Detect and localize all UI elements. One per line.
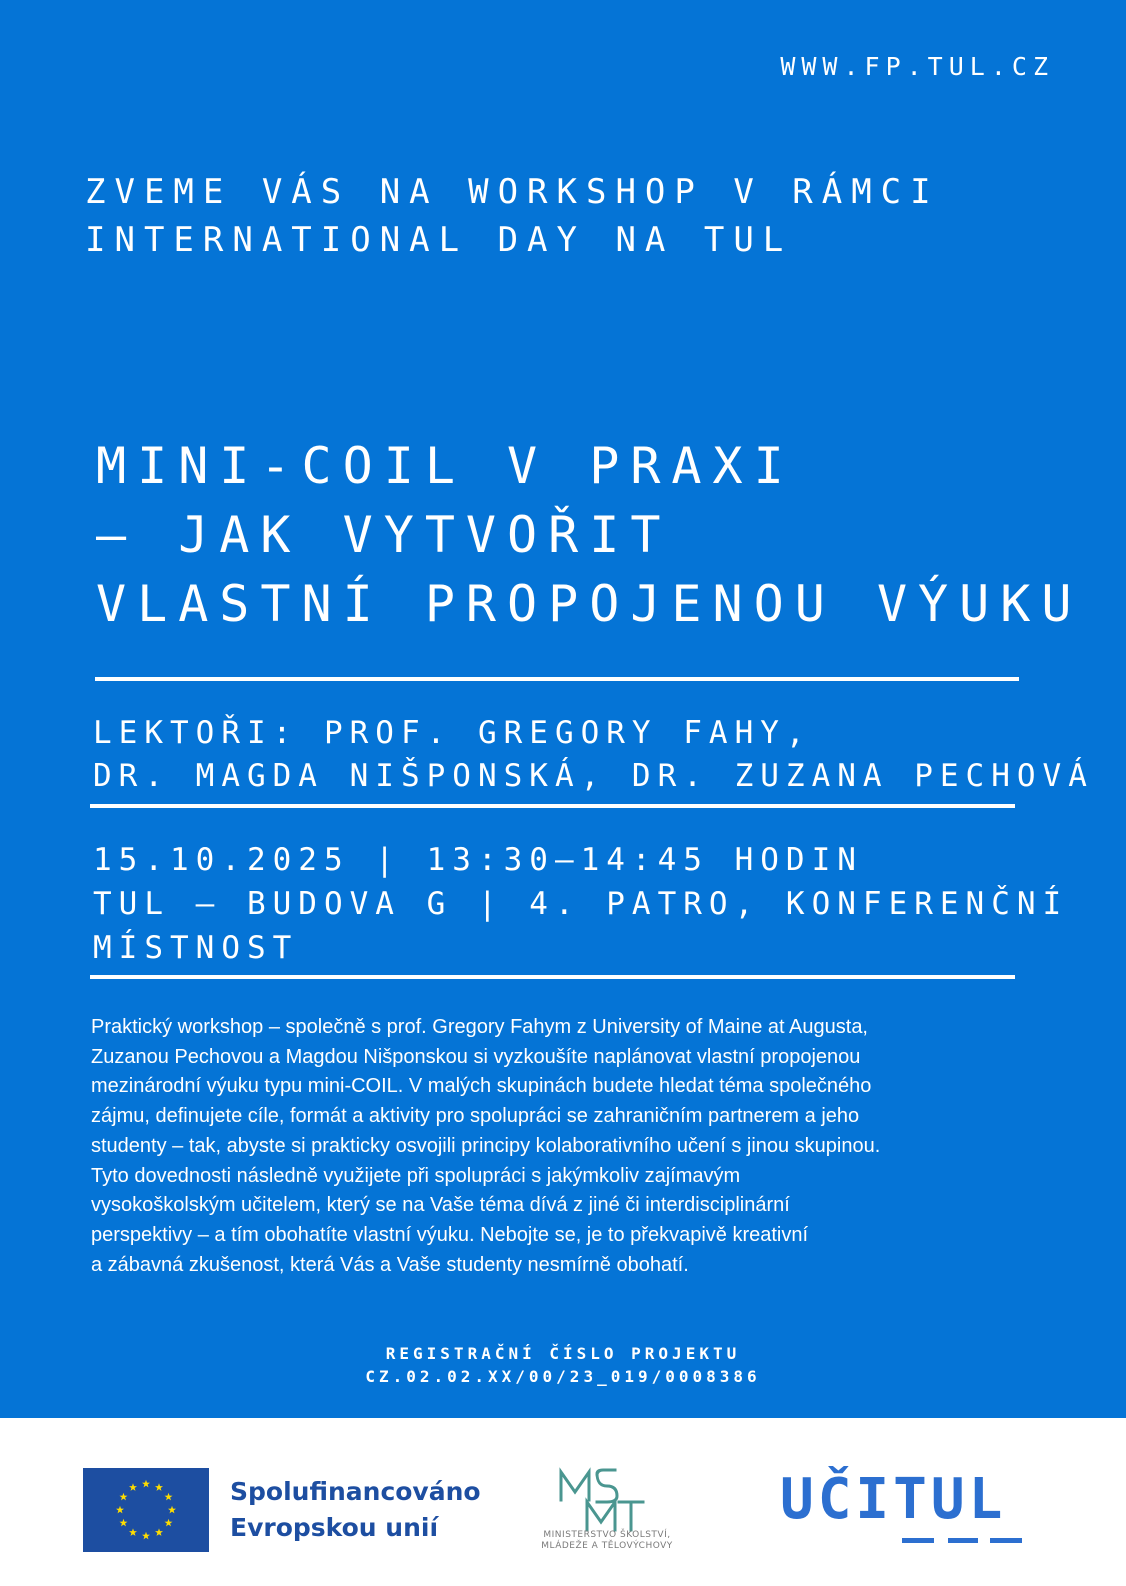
- msmt-caption-line-2: MLÁDEŽE A TĚLOVÝCHOVY: [541, 1541, 673, 1551]
- eu-star: [165, 1519, 173, 1527]
- lecturers-line-2: DR. MAGDA NIŠPONSKÁ, DR. ZUZANA PECHOVÁ: [93, 758, 1094, 794]
- event-details: [93, 838, 1068, 970]
- msmt-caption-line-1: MINISTERSTVO ŠKOLSTVÍ,: [543, 1530, 671, 1540]
- description-line: mezinárodní výuku typu mini-COIL. V malých skupinách budete hledat téma společného: [91, 1075, 872, 1098]
- eu-star: [129, 1483, 137, 1491]
- title-line-3: VLASTNÍ PROPOJENOU VÝUKU: [96, 575, 1083, 633]
- invitation-line-1: ZVEME VÁS NA WORKSHOP V RÁMCI: [85, 172, 940, 212]
- eu-star: [155, 1528, 163, 1536]
- eu-star: [119, 1493, 127, 1501]
- divider-3: [90, 975, 1015, 979]
- description-line: Praktický workshop – společně s prof. Gregory Fahym z University of Maine at Augusta,: [91, 1016, 868, 1038]
- project-registration: [0, 1342, 1126, 1388]
- event-date-time: 15.10.2025 | 13:30–14:45 HODIN: [93, 842, 863, 878]
- divider-1: [95, 677, 1019, 681]
- description-line: vysokoškolským učitelem, který se na Vaše téma dívá z jiné či interdisciplinární: [91, 1194, 790, 1217]
- eu-star: [165, 1493, 173, 1501]
- event-location-cont: MÍSTNOST: [93, 930, 299, 966]
- title-line-2: – JAK VYTVOŘIT: [96, 506, 672, 564]
- eu-star: [119, 1519, 127, 1527]
- workshop-description: [91, 1013, 1031, 1280]
- eu-star: [155, 1483, 163, 1491]
- description-line: Zuzanou Pechovou a Magdou Nišponskou si vyzkoušíte naplánovat vlastní propojenou: [91, 1045, 861, 1068]
- workshop-title: [96, 432, 1082, 639]
- eu-star: [116, 1506, 124, 1514]
- website-url[interactable]: WWW.FP.TUL.CZ: [780, 52, 1054, 81]
- eu-text-line-1: Spolufinancováno: [230, 1477, 481, 1506]
- eu-cofunding-text: [230, 1474, 481, 1546]
- description-line: zájmu, definujete cíle, formát a aktivity pro spolupráci se zahraničním partnerem a jeho: [91, 1105, 860, 1128]
- invitation-line-2: INTERNATIONAL DAY NA TUL: [85, 220, 793, 260]
- eu-star: [168, 1506, 176, 1514]
- title-line-1: MINI-COIL V PRAXI: [96, 437, 795, 495]
- ucitul-logo: UČITUL: [780, 1467, 1007, 1532]
- ucitul-underline-3: [990, 1538, 1022, 1543]
- footer-logos: [0, 1418, 1126, 1586]
- eu-flag-icon: [83, 1468, 209, 1552]
- eu-star: [142, 1480, 150, 1488]
- registration-number: CZ.02.02.XX/00/23_019/0008386: [365, 1367, 761, 1386]
- lecturers-line-1: LEKTOŘI: PROF. GREGORY FAHY,: [93, 715, 812, 751]
- eu-star: [142, 1532, 150, 1540]
- description-line: perspektivy – a tím obohatíte vlastní výuku. Nebojte se, je to překvapivě kreativní: [91, 1223, 809, 1246]
- ucitul-underline-1: [902, 1538, 934, 1543]
- description-line: a zábavná zkušenost, která Vás a Vaše studenty nesmírně obohatí.: [91, 1253, 689, 1276]
- registration-label: REGISTRAČNÍ ČÍSLO PROJEKTU: [385, 1344, 741, 1363]
- msmt-caption: [512, 1530, 702, 1552]
- lecturers: [93, 712, 1094, 798]
- description-line: Tyto dovednosti následně využijete při spolupráci s jakýmkoliv zajímavým: [91, 1164, 741, 1187]
- invitation-heading: [85, 168, 940, 264]
- divider-2: [90, 804, 1015, 808]
- ucitul-underline-2: [948, 1538, 978, 1543]
- msmt-logo-icon: [557, 1466, 649, 1534]
- eu-star: [129, 1528, 137, 1536]
- description-line: studenty – tak, abyste si prakticky osvojili principy kolaborativního učení s jinou skupinou.: [91, 1134, 881, 1157]
- event-location: TUL – BUDOVA G | 4. PATRO, KONFERENČNÍ: [93, 886, 1069, 922]
- eu-text-line-2: Evropskou unií: [230, 1513, 439, 1542]
